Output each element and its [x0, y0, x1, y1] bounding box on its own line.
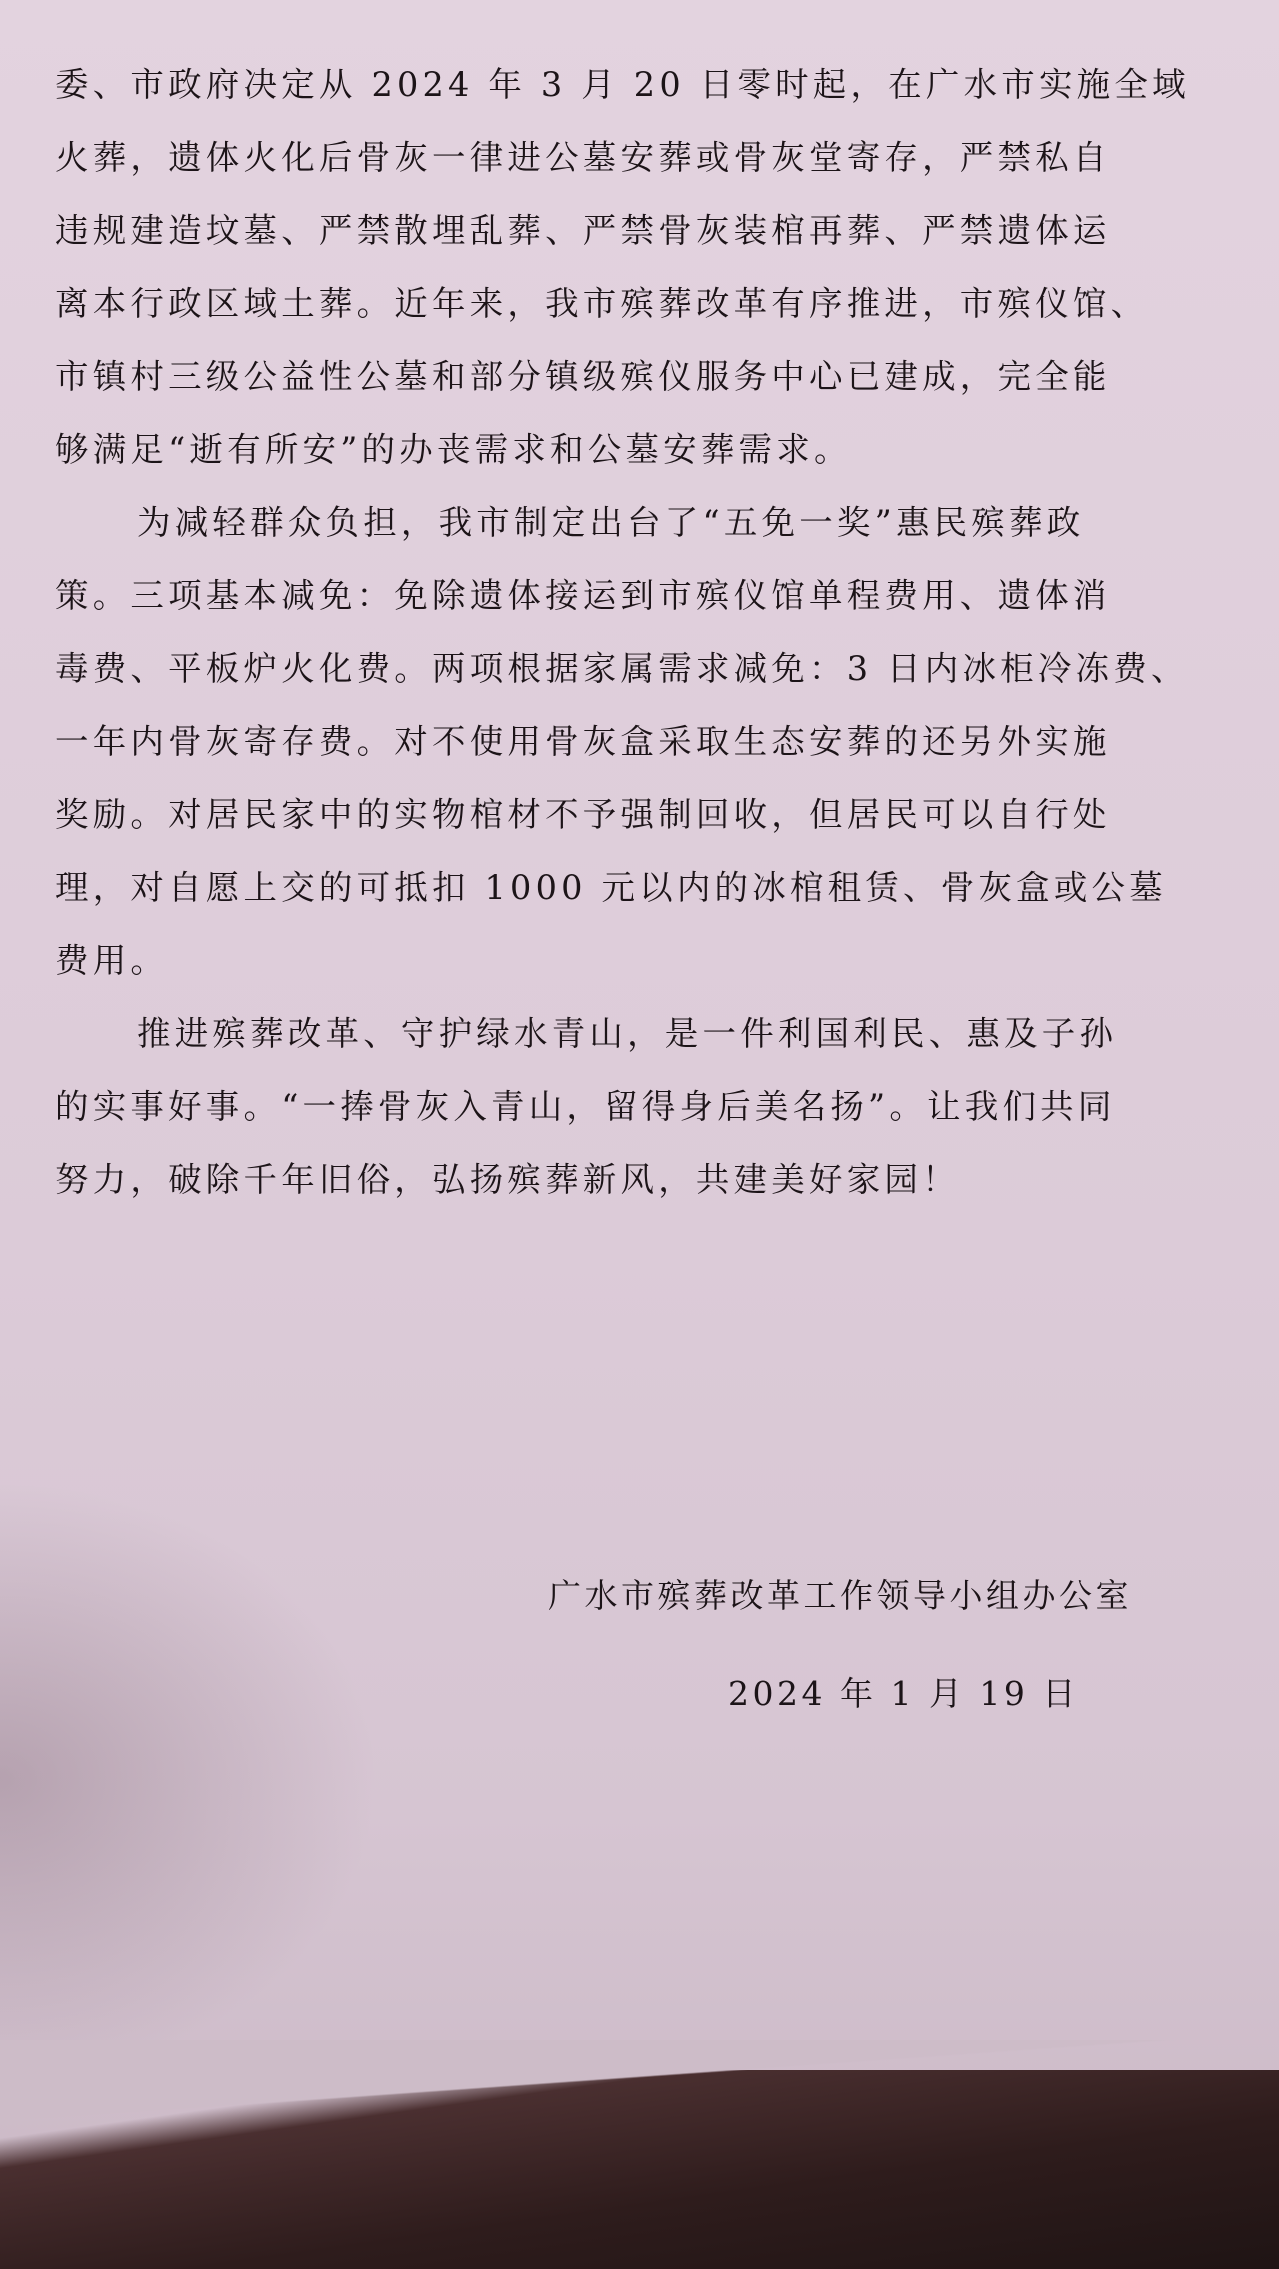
- text-line: 够满足“逝有所安”的办丧需求和公墓安葬需求。: [55, 430, 852, 469]
- text-line: 奖励。对居民家中的实物棺材不予强制回收，但居民可以自行处: [55, 795, 1111, 834]
- text-line: 理，对自愿上交的可抵扣 1000 元以内的冰棺租赁、骨灰盒或公墓: [55, 868, 1167, 907]
- text-line: 市镇村三级公益性公墓和部分镇级殡仪服务中心已建成，完全能: [55, 357, 1111, 396]
- paper-shadow: [0, 1480, 380, 2080]
- text-line: 火葬，遗体火化后骨灰一律进公墓安葬或骨灰堂寄存，严禁私自: [55, 138, 1111, 177]
- issuing-organization: 广水市殡葬改革工作领导小组办公室: [548, 1576, 1132, 1615]
- text-line: 违规建造坟墓、严禁散埋乱葬、严禁骨灰装棺再葬、严禁遗体运: [55, 211, 1111, 250]
- issue-date: 2024 年 1 月 19 日: [728, 1674, 1079, 1713]
- text-line: 毒费、平板炉火化费。两项根据家属需求减免：3 日内冰柜冷冻费、: [55, 649, 1189, 688]
- text-line: 推进殡葬改革、守护绿水青山，是一件利国利民、惠及子孙: [137, 1014, 1118, 1053]
- paragraph-1: [55, 48, 1255, 486]
- text-line: 策。三项基本减免：免除遗体接运到市殡仪馆单程费用、遗体消: [55, 576, 1111, 615]
- text-line: 委、市政府决定从 2024 年 3 月 20 日零时起，在广水市实施全域: [55, 65, 1190, 104]
- paragraph-3: [55, 997, 1255, 1216]
- text-line: 为减轻群众负担，我市制定出台了“五免一奖”惠民殡葬政: [137, 503, 1085, 542]
- paragraph-2: [55, 486, 1255, 997]
- text-line: 一年内骨灰寄存费。对不使用骨灰盒采取生态安葬的还另外实施: [55, 722, 1111, 761]
- document-body: [55, 48, 1255, 1216]
- paper-bottom-edge: [0, 2040, 1279, 2130]
- text-line: 努力，破除千年旧俗，弘扬殡葬新风，共建美好家园！: [55, 1160, 960, 1199]
- text-line: 的实事好事。“一捧骨灰入青山，留得身后美名扬”。让我们共同: [55, 1087, 1116, 1126]
- text-line: 费用。: [55, 941, 169, 980]
- text-line: 离本行政区域土葬。近年来，我市殡葬改革有序推进，市殡仪馆、: [55, 284, 1149, 323]
